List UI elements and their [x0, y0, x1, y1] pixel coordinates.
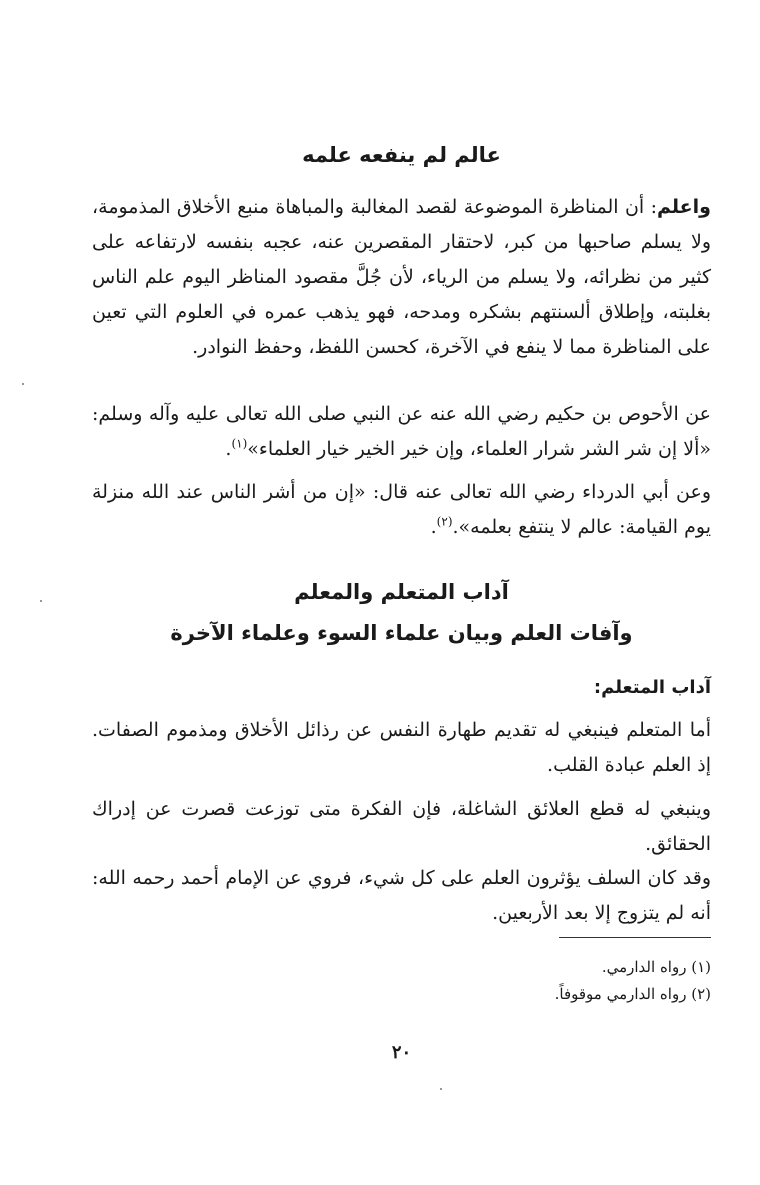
footnote-2: (٢) رواه الدارمي موقوفاً. — [554, 985, 711, 1003]
footnote-ref-2: (٢) — [436, 514, 453, 529]
hadith-darda-end: . — [430, 516, 437, 538]
paragraph-lead-word: واعلم — [657, 196, 711, 218]
section-heading-etiquette: آداب المتعلم والمعلم — [294, 580, 509, 604]
hadith-ahwas-end: . — [225, 438, 232, 460]
paragraph-cut-distractions: وينبغي له قطع العلائق الشاغلة، فإن الفكرة متى توزعت قصرت عن إدراك الحقائق. — [92, 798, 711, 855]
hadith-darda-text: وعن أبي الدرداء رضي الله تعالى عنه قال: «إن من أشر الناس عند الله منزلة يوم القيامة: عالم لا ينتفع بعلمه». — [92, 481, 711, 538]
scan-speck — [22, 383, 24, 385]
book-page — [92, 0, 711, 1185]
section-heading-useless-knowledge: عالم لم ينفعه علمه — [302, 143, 501, 167]
paragraph-debate-body: : أن المناظرة الموضوعة لقصد المغالبة والمباهاة منبع الأخلاق المذمومة، ولا يسلم صاحبها من كبر، لاحتقار المقصرين عنه، عجبه بنفسه لارتفاعه على كثير من نظرائه، ولا يسلم من الرياء، لأن جُلَّ مقصود المناظر اليوم علم الناس بغلبته، وإطلاق ألسنتهم بشكره ومدحه، فهو يذهب عمره في العلوم التي تعين على المناظرة مما لا ينفع في الآخرة، كحسن اللفظ، وحفظ النوادر. — [92, 196, 711, 358]
scan-speck — [40, 600, 42, 602]
page-number: ٢٠ — [391, 1042, 412, 1063]
footnote-ref-1: (١) — [231, 436, 248, 451]
paragraph-hadith-ahwas — [92, 397, 711, 467]
paragraph-soul-purity: أما المتعلم فينبغي له تقديم طهارة النفس عن رذائل الأخلاق ومذموم الصفات. إذ العلم عبادة القلب. — [92, 719, 711, 776]
footnote-separator — [559, 937, 711, 938]
subheading-student-etiquette: آداب المتعلم: — [593, 677, 711, 698]
hadith-ahwas-text: عن الأحوص بن حكيم رضي الله عنه عن النبي صلى الله تعالى عليه وآله وسلم: «ألا إن شر الشر شرار العلماء، وإن خير الخير خيار العلماء» — [92, 403, 711, 460]
footnote-1: (١) رواه الدارمي. — [601, 958, 711, 976]
paragraph-debate — [92, 190, 711, 365]
paragraph-salaf: وقد كان السلف يؤثرون العلم على كل شيء، فروي عن الإمام أحمد رحمه الله: أنه لم يتزوج إلا بعد الأربعين. — [92, 867, 711, 924]
scan-speck — [440, 1088, 442, 1090]
section-heading-scholars: وآفات العلم وبيان علماء السوء وعلماء الآخرة — [170, 621, 633, 645]
paragraph-hadith-darda — [92, 475, 711, 545]
